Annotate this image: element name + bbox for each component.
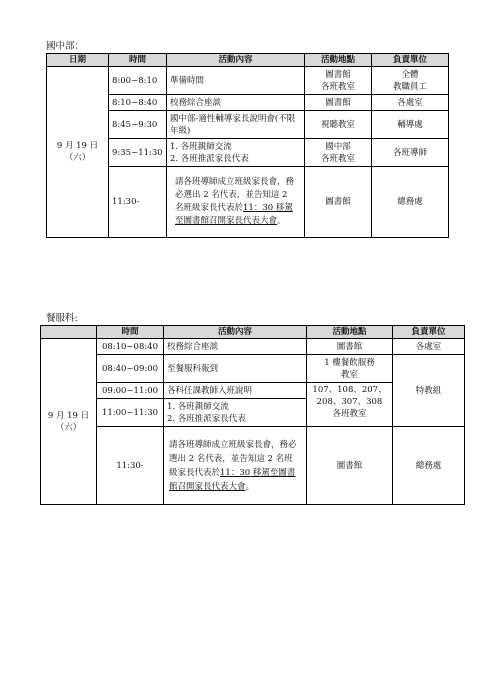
activity-text: 請各班導師成立班級家長會，務必選出 2 名代表，並告知這 2 名班級家長代表於 bbox=[169, 439, 297, 478]
header-unit: 負責單位 bbox=[372, 54, 449, 67]
date-cell bbox=[41, 339, 97, 505]
activity-cell bbox=[167, 139, 305, 167]
weekday-text: （六） bbox=[55, 422, 82, 433]
unit-line: 全體 bbox=[401, 69, 419, 80]
activity-cell bbox=[164, 399, 307, 427]
header-time: 時間 bbox=[97, 326, 164, 339]
table-row bbox=[41, 355, 465, 383]
unit-cell: 各班導師 bbox=[372, 139, 449, 167]
cs-schedule-table bbox=[40, 325, 465, 505]
activity-cell: 各科任課教師入班說明 bbox=[164, 383, 307, 399]
date-cell bbox=[47, 67, 109, 238]
header-time: 時間 bbox=[109, 54, 167, 67]
table-row bbox=[41, 339, 465, 355]
header-unit: 負責單位 bbox=[393, 326, 465, 339]
activity-text-end: 。 bbox=[245, 481, 255, 492]
place-cell: 圖書館 bbox=[305, 167, 372, 238]
table-header-row bbox=[47, 54, 449, 67]
activity-cell bbox=[167, 167, 305, 238]
unit-cell: 總務處 bbox=[393, 427, 465, 505]
activity-text: 請各班導師成立班級家長會，務必選出 2 名代表，並告知這 2 名班級家長代表於 bbox=[175, 177, 295, 213]
place-cell-merged bbox=[307, 383, 393, 427]
unit-cell: 各處室 bbox=[372, 95, 449, 111]
header-activity: 活動內容 bbox=[164, 326, 307, 339]
table-row bbox=[47, 67, 449, 95]
activity-cell: 國中部-適性輔導家長說明會(不限年級) bbox=[167, 111, 305, 139]
activity-underlined-text: 11：30 移駕至圖書館召開家長代表大會 bbox=[175, 203, 293, 226]
activity-cell: 校務綜合座談 bbox=[164, 339, 307, 355]
jh-schedule-table bbox=[46, 53, 449, 238]
header-place: 活動地點 bbox=[307, 326, 393, 339]
place-line: 各班教室 bbox=[320, 81, 355, 92]
activity-line: 1. 各班親師交流 bbox=[167, 401, 229, 412]
place-cell: 圖書館 bbox=[307, 339, 393, 355]
place-line: 各班教室 bbox=[332, 409, 367, 419]
activity-cell bbox=[164, 427, 307, 505]
unit-line: 教職員工 bbox=[392, 81, 427, 92]
unit-cell-merged: 特教組 bbox=[393, 355, 465, 427]
place-line: 各班教室 bbox=[320, 153, 355, 164]
place-line: 教室 bbox=[340, 369, 358, 380]
place-line: 107、108、207、 bbox=[312, 385, 387, 395]
activity-cell: 校務綜合座談 bbox=[167, 95, 305, 111]
place-line: 圖書館 bbox=[325, 69, 351, 80]
jh-section-title: 國中部： bbox=[46, 41, 85, 52]
time-cell: 11:30- bbox=[97, 427, 164, 505]
header-date: 日期 bbox=[47, 54, 109, 67]
header-activity: 活動內容 bbox=[167, 54, 305, 67]
activity-underlined-text: 11：30 移駕至圖書館召開家長代表大會 bbox=[169, 467, 296, 492]
unit-cell bbox=[372, 67, 449, 95]
unit-cell: 輔導處 bbox=[372, 111, 449, 139]
activity-text-end: 。 bbox=[277, 216, 286, 226]
time-cell: 9:35~11:30 bbox=[109, 139, 167, 167]
header-date bbox=[41, 326, 97, 339]
unit-cell: 各處室 bbox=[393, 339, 465, 355]
date-text: 9 月 19 日 bbox=[56, 141, 99, 151]
place-cell bbox=[307, 355, 393, 383]
time-cell: 11:00~11:30 bbox=[97, 399, 164, 427]
activity-cell: 準備時間 bbox=[167, 67, 305, 95]
unit-cell: 總務處 bbox=[372, 167, 449, 238]
weekday-text: （六） bbox=[64, 153, 91, 163]
table-header-row bbox=[41, 326, 465, 339]
place-cell: 視聽教室 bbox=[305, 111, 372, 139]
date-text: 9 月 19 日 bbox=[47, 410, 90, 421]
time-cell: 08:40~09:00 bbox=[97, 355, 164, 383]
place-line: 1 樓餐飲服務 bbox=[324, 357, 375, 368]
activity-line: 2. 各班推派家長代表 bbox=[167, 413, 246, 424]
activity-line: 2. 各班推派家長代表 bbox=[170, 153, 249, 164]
cs-section-title: 餐服科: bbox=[46, 313, 78, 324]
time-cell: 8:10~8:40 bbox=[109, 95, 167, 111]
place-cell bbox=[305, 67, 372, 95]
place-cell: 圖書館 bbox=[305, 95, 372, 111]
header-place: 活動地點 bbox=[305, 54, 372, 67]
table-row bbox=[41, 427, 465, 505]
place-line: 208、307、308 bbox=[316, 397, 383, 407]
time-cell: 8:00~8:10 bbox=[109, 67, 167, 95]
time-cell: 08:10~08:40 bbox=[97, 339, 164, 355]
time-cell: 09:00~11:00 bbox=[97, 383, 164, 399]
time-cell: 11:30- bbox=[109, 167, 167, 238]
place-line: 國中部 bbox=[325, 141, 351, 152]
place-cell: 圖書館 bbox=[307, 427, 393, 505]
time-cell: 8:45~9:30 bbox=[109, 111, 167, 139]
activity-line: 1. 各班親師交流 bbox=[170, 141, 232, 152]
place-cell bbox=[305, 139, 372, 167]
activity-cell: 至餐服科報到 bbox=[164, 355, 307, 383]
